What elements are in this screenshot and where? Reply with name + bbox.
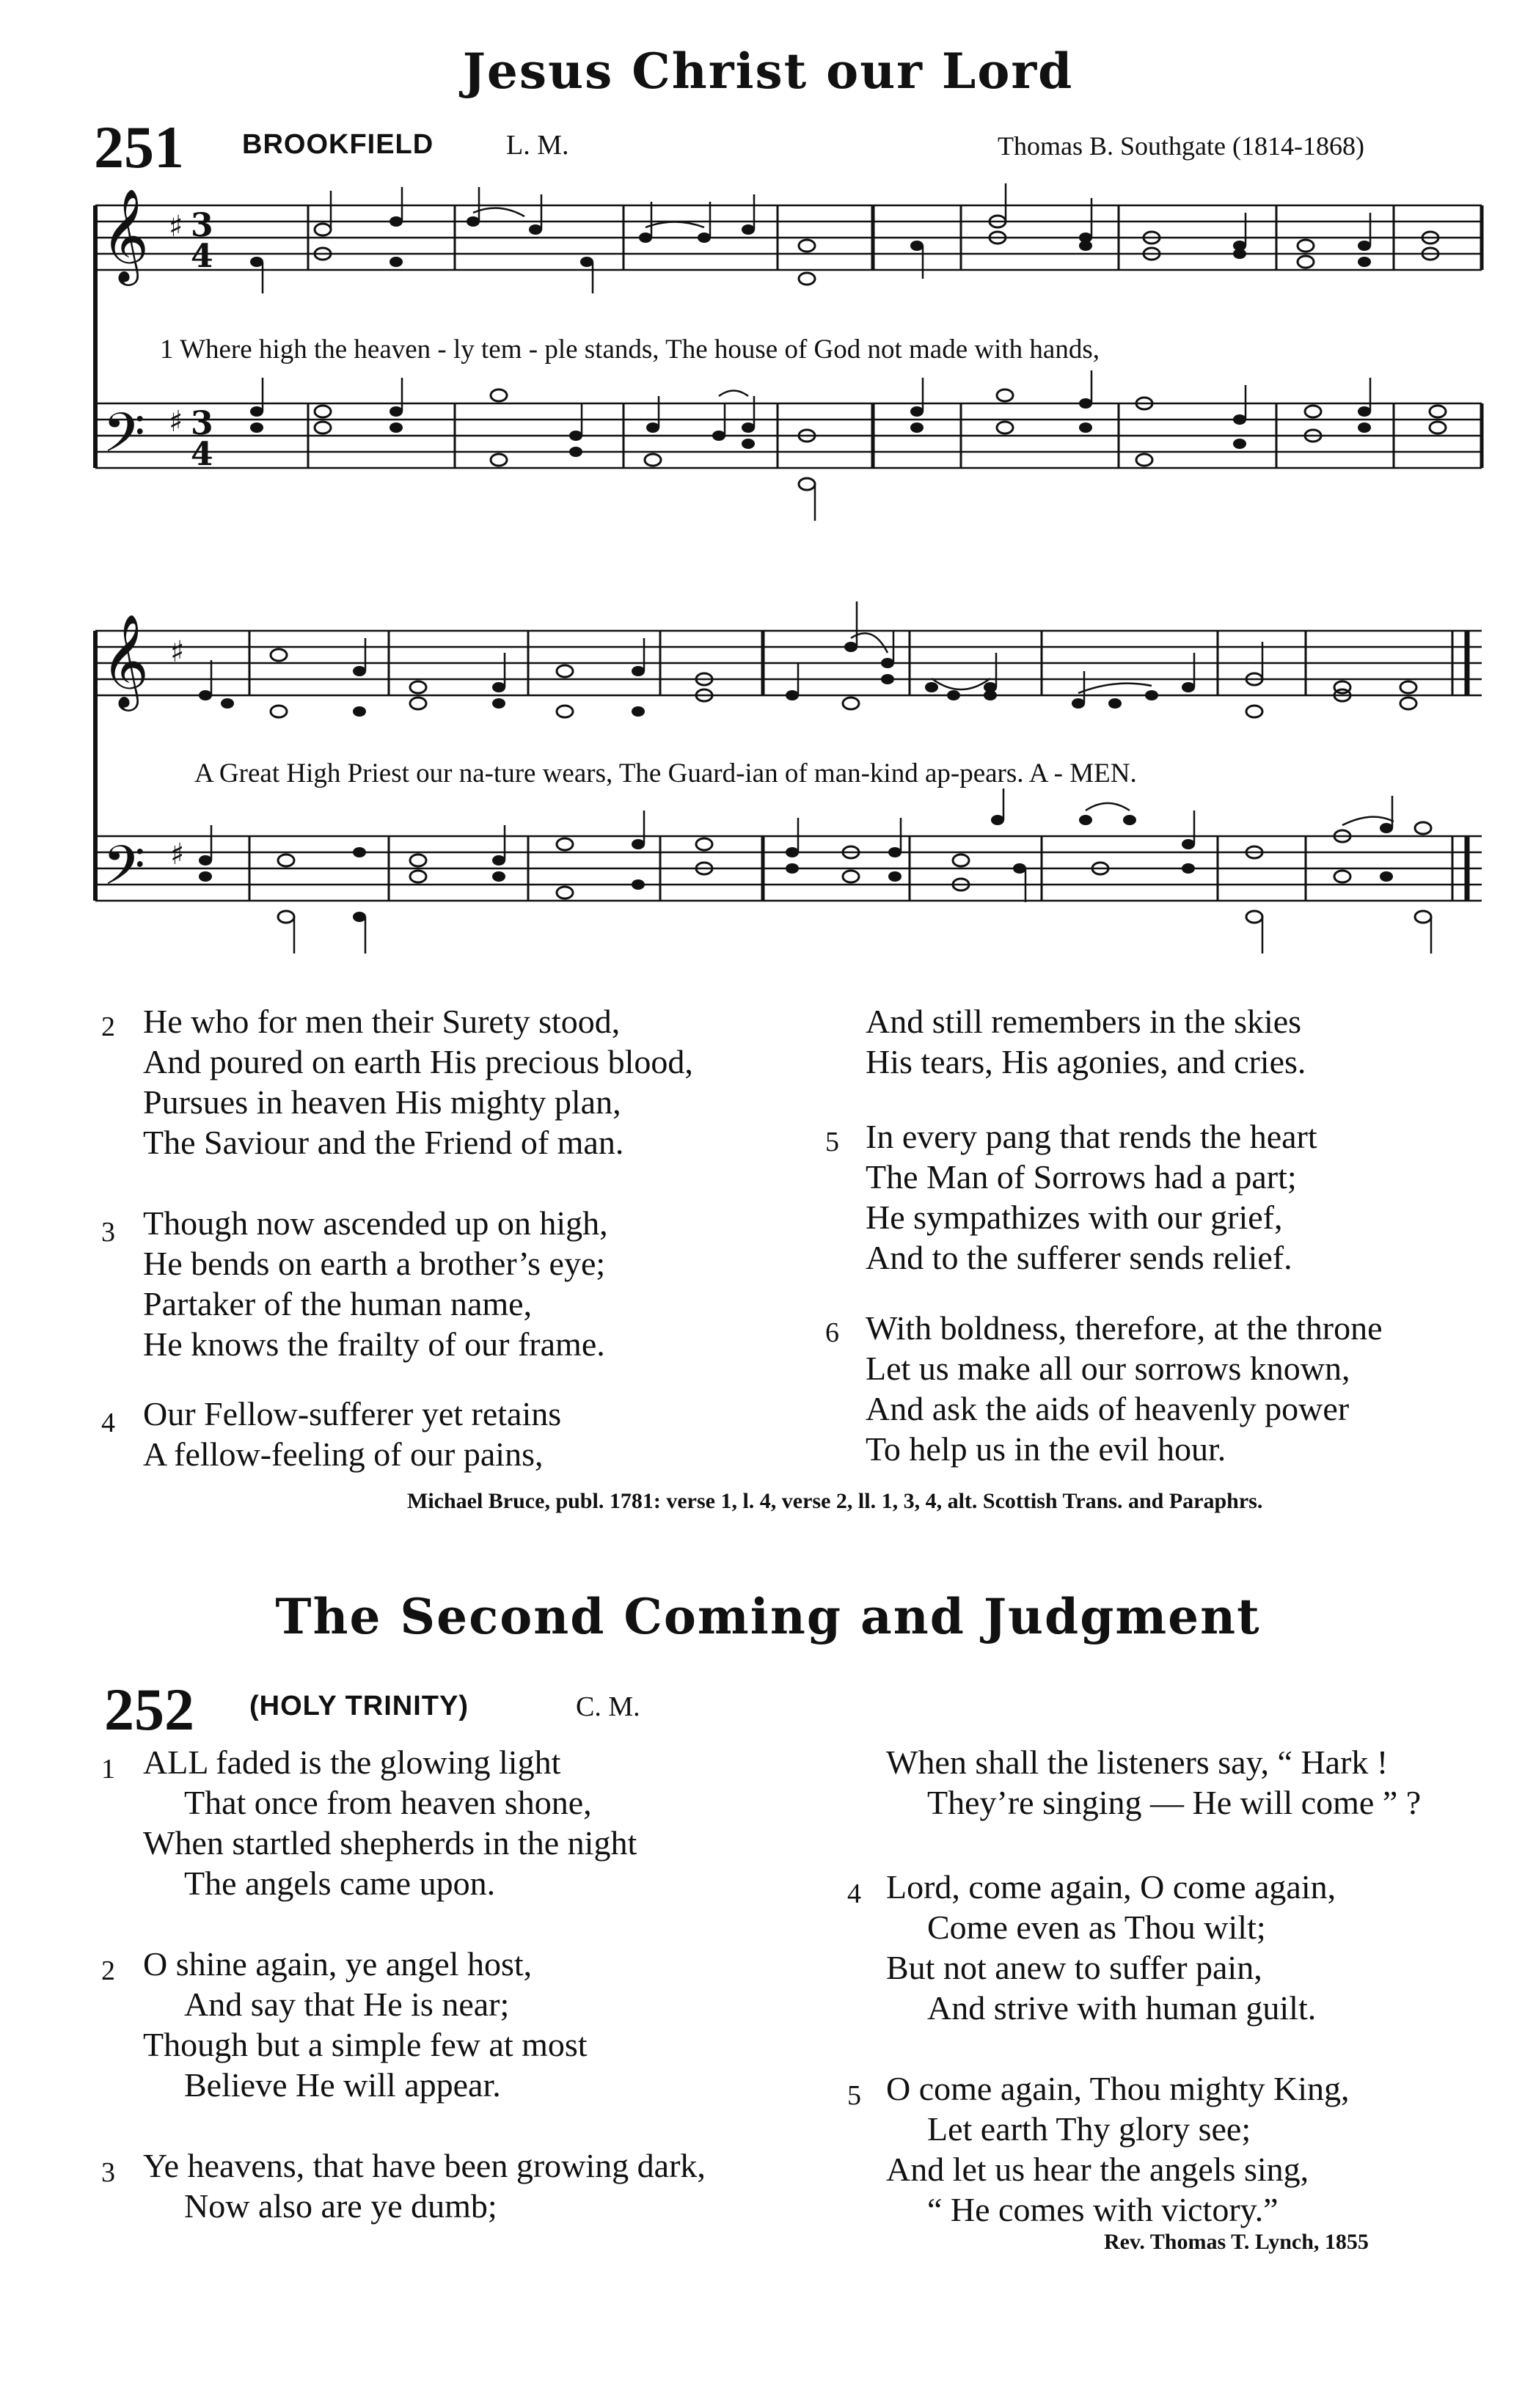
stanza-number: 5 — [825, 1127, 839, 1157]
tune-name-brookfield: BROOKFIELD — [242, 129, 434, 160]
svg-text:♯: ♯ — [169, 405, 183, 439]
stanza-line: And say that He is near; — [184, 1986, 510, 2023]
stanza-line: That once from heaven shone, — [184, 1784, 592, 1821]
stanza-line: And to the sufferer sends relief. — [866, 1239, 1292, 1276]
stanza-251-2 — [143, 1001, 693, 1163]
stanza-number: 3 — [101, 1217, 115, 1248]
svg-text:♯: ♯ — [169, 210, 183, 244]
music-system-2 — [88, 601, 1496, 983]
time-sig-bottom: 4 — [191, 238, 213, 275]
stanza-line: Let earth Thy glory see; — [927, 2110, 1251, 2148]
stanza-line: And let us hear the angels sing, — [886, 2151, 1309, 2188]
stanza-line: To help us in the evil hour. — [866, 1430, 1226, 1468]
stanza-251-6 — [866, 1308, 1383, 1469]
stanza-line: The Man of Sorrows had a part; — [866, 1158, 1297, 1196]
stanza-251-4-continued — [866, 1001, 1306, 1082]
stanza-line: And still remembers in the skies — [866, 1003, 1302, 1040]
stanza-line: Though but a simple few at most — [143, 2026, 588, 2063]
stanza-line: He sympathizes with our grief, — [866, 1198, 1283, 1236]
meter-lm: L. M. — [506, 130, 569, 161]
svg-text:𝄢: 𝄢 — [103, 834, 145, 911]
stanza-252-5 — [886, 2068, 1350, 2230]
meter-cm: C. M. — [576, 1691, 640, 1722]
stanza-252-4 — [886, 1867, 1336, 2028]
stanza-line: And strive with human guilt. — [927, 1989, 1317, 2027]
stanza-line: Now also are ye dumb; — [184, 2187, 497, 2225]
stanza-line: In every pang that rends the heart — [866, 1118, 1317, 1155]
stanza-number: 2 — [101, 1011, 115, 1042]
lyric-line-1: 1 Where high the heaven - ly tem - ple stands, The house of God not made with hands, — [160, 334, 1100, 365]
stanza-252-3-continued — [886, 1742, 1421, 1823]
tune-name-holy-trinity: (HOLY TRINITY) — [249, 1691, 469, 1721]
stanza-line: When startled shepherds in the night — [143, 1824, 637, 1862]
stanza-line: Partaker of the human name, — [143, 1285, 533, 1322]
stanza-252-3 — [143, 2145, 706, 2226]
stanza-line: But not anew to suffer pain, — [886, 1949, 1262, 1986]
svg-text:𝄞: 𝄞 — [101, 613, 150, 707]
section-title-jesus-christ: Jesus Christ our Lord — [462, 43, 1074, 100]
stanza-number: 5 — [847, 2080, 861, 2111]
stanza-line: Ye heavens, that have been growing dark, — [143, 2147, 706, 2184]
stanza-number: 4 — [847, 1878, 861, 1909]
stanza-252-2 — [143, 1944, 588, 2105]
stanza-line: Lord, come again, O come again, — [886, 1868, 1336, 1906]
stanza-line: His tears, His agonies, and cries. — [866, 1043, 1306, 1080]
svg-text:♯: ♯ — [170, 838, 185, 871]
svg-text:4: 4 — [191, 436, 213, 473]
text-credit-252: Rev. Thomas T. Lynch, 1855 — [1104, 2230, 1369, 2254]
stanza-number: 4 — [101, 1408, 115, 1438]
composer-credit: Thomas B. Southgate (1814-1868) — [998, 131, 1364, 161]
stanza-line: A fellow-feeling of our pains, — [143, 1435, 544, 1473]
stanza-number: 6 — [825, 1317, 839, 1348]
stanza-line: Our Fellow-sufferer yet retains — [143, 1395, 562, 1432]
stanza-251-4 — [143, 1394, 561, 1474]
stanza-line: The Saviour and the Friend of man. — [143, 1124, 624, 1161]
stanza-line: With boldness, therefore, at the throne — [866, 1309, 1383, 1347]
stanza-line: And ask the aids of heavenly power — [866, 1390, 1350, 1427]
section-title-second-coming: The Second Coming and Judgment — [275, 1588, 1261, 1645]
stanza-line: The angels came upon. — [184, 1864, 496, 1902]
stanza-252-1 — [143, 1742, 637, 1903]
stanza-number: 3 — [101, 2157, 115, 2188]
stanza-number: 2 — [101, 1955, 115, 1986]
svg-text:3: 3 — [191, 405, 213, 442]
hymn-number-252: 252 — [104, 1676, 194, 1743]
stanza-line: Believe He will appear. — [184, 2066, 501, 2104]
stanza-line: O come again, Thou mighty King, — [886, 2070, 1350, 2107]
stanza-number: 1 — [101, 1754, 115, 1785]
stanza-line: He who for men their Surety stood, — [143, 1003, 621, 1040]
stanza-line: ALL faded is the glowing light — [143, 1743, 561, 1781]
music-system-1 — [88, 183, 1496, 550]
hymn-number-251: 251 — [94, 114, 184, 180]
svg-text:♯: ♯ — [170, 635, 185, 669]
stanza-line: “ He comes with victory.” — [927, 2191, 1279, 2228]
stanza-line: O shine again, ye angel host, — [143, 1945, 533, 1983]
time-sig-top: 3 — [191, 207, 213, 244]
stanza-line: Let us make all our sorrows known, — [866, 1350, 1350, 1387]
stanza-line: And poured on earth His precious blood, — [143, 1043, 693, 1080]
stanza-251-5 — [866, 1116, 1317, 1278]
svg-text:𝄢: 𝄢 — [103, 401, 145, 478]
stanza-line: Pursues in heaven His mighty plan, — [143, 1083, 621, 1121]
stanza-line: He bends on earth a brother’s eye; — [143, 1245, 606, 1282]
stanza-line: Though now ascended up on high, — [143, 1204, 608, 1242]
stanza-line: Come even as Thou wilt; — [927, 1909, 1266, 1946]
text-credit-251: Michael Bruce, publ. 1781: verse 1, l. 4, verse 2, ll. 1, 3, 4, alt. Scottish Trans. and Paraphrs. — [407, 1489, 1263, 1513]
stanza-251-3 — [143, 1203, 608, 1364]
svg-text:𝄞: 𝄞 — [101, 188, 150, 282]
stanza-line: He knows the frailty of our frame. — [143, 1325, 605, 1363]
stanza-line: They’re singing — He will come ” ? — [927, 1784, 1422, 1821]
lyric-line-2: A Great High Priest our na-ture wears, The Guard-ian of man-kind ap-pears. A - MEN. — [194, 758, 1137, 788]
stanza-line: When shall the listeners say, “ Hark ! — [886, 1743, 1389, 1781]
